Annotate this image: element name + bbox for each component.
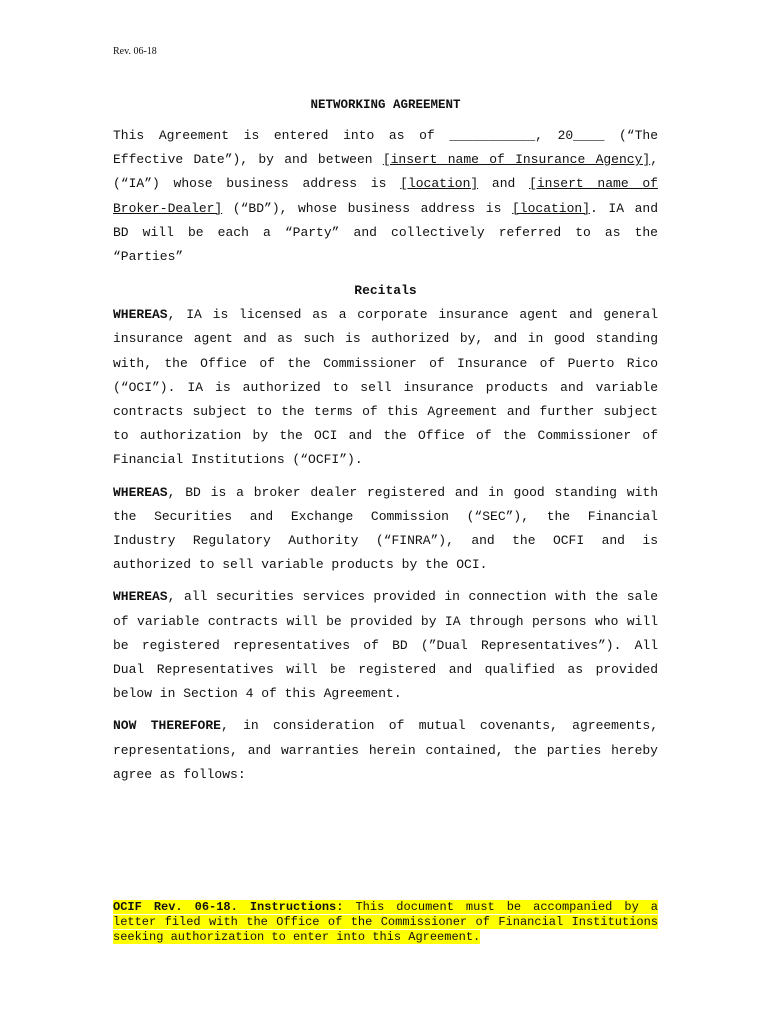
intro-paragraph: This Agreement is entered into as of ___________, 20____ (“The Effective Date”), by and between [insert name of Insurance Agency], (“IA”) whose business address is [location] and [insert name of Broker-Dealer] (“BD”), whose business address is [location]. IA and BD will be each a “Party” and collectively referred to as the “Parties” <box>113 128 658 265</box>
recitals-heading: Recitals <box>354 283 417 299</box>
bd-location-placeholder: [location] <box>512 200 591 216</box>
recital-lead: WHEREAS <box>113 589 168 605</box>
bd-name-placeholder: [insert name of Broker-Dealer] <box>113 176 658 216</box>
revision-label: Rev. 06-18 <box>113 46 157 57</box>
now-therefore-paragraph: NOW THEREFORE, in consideration of mutual covenants, agreements, representations, and warranties herein contained, the parties hereby agree as follows: <box>113 718 658 782</box>
instructions-note: OCIF Rev. 06-18. Instructions: This document must be accompanied by a letter filed with the Office of the Commissioner of Financial Institutions seeking authorization to enter into this Agreement. <box>113 900 658 944</box>
ia-location-placeholder: [location] <box>400 176 479 192</box>
ia-name-placeholder: [insert name of Insurance Agency] <box>382 152 651 168</box>
recital-paragraph: WHEREAS, BD is a broker dealer registered and in good standing with the Securities and Exchange Commission (“SEC”), the Financial Industry Regulatory Authority (“FINRA”), and the OCFI and is authorized to sell variable products by the OCI. <box>113 484 658 573</box>
recital-lead: WHEREAS <box>113 307 168 323</box>
recital-paragraph: WHEREAS, IA is licensed as a corporate insurance agent and general insurance agent and as such is authorized by, and in good standing with, the Office of the Commissioner of Insurance of Puerto Rico (“OCI”). IA is authorized to sell insurance products and variable contracts subject to the terms of this Agreement and further subject to authorization by the OCI and the Office of the Commissioner of Financial Institutions (“OCFI”). <box>113 307 658 468</box>
agreement-body <box>113 98 658 787</box>
document-title: NETWORKING AGREEMENT <box>310 98 461 112</box>
recital-lead: NOW THEREFORE <box>113 718 221 734</box>
recital-lead: WHEREAS <box>113 484 168 500</box>
recital-paragraph: WHEREAS, all securities services provided in connection with the sale of variable contracts will be provided by IA through persons who will be registered representatives of BD (”Dual Representatives”). All Dual Representatives will be registered and qualified as provided below in Section 4 of this Agreement. <box>113 589 658 702</box>
instructions-lead: OCIF Rev. 06-18. Instructions: <box>113 900 344 914</box>
